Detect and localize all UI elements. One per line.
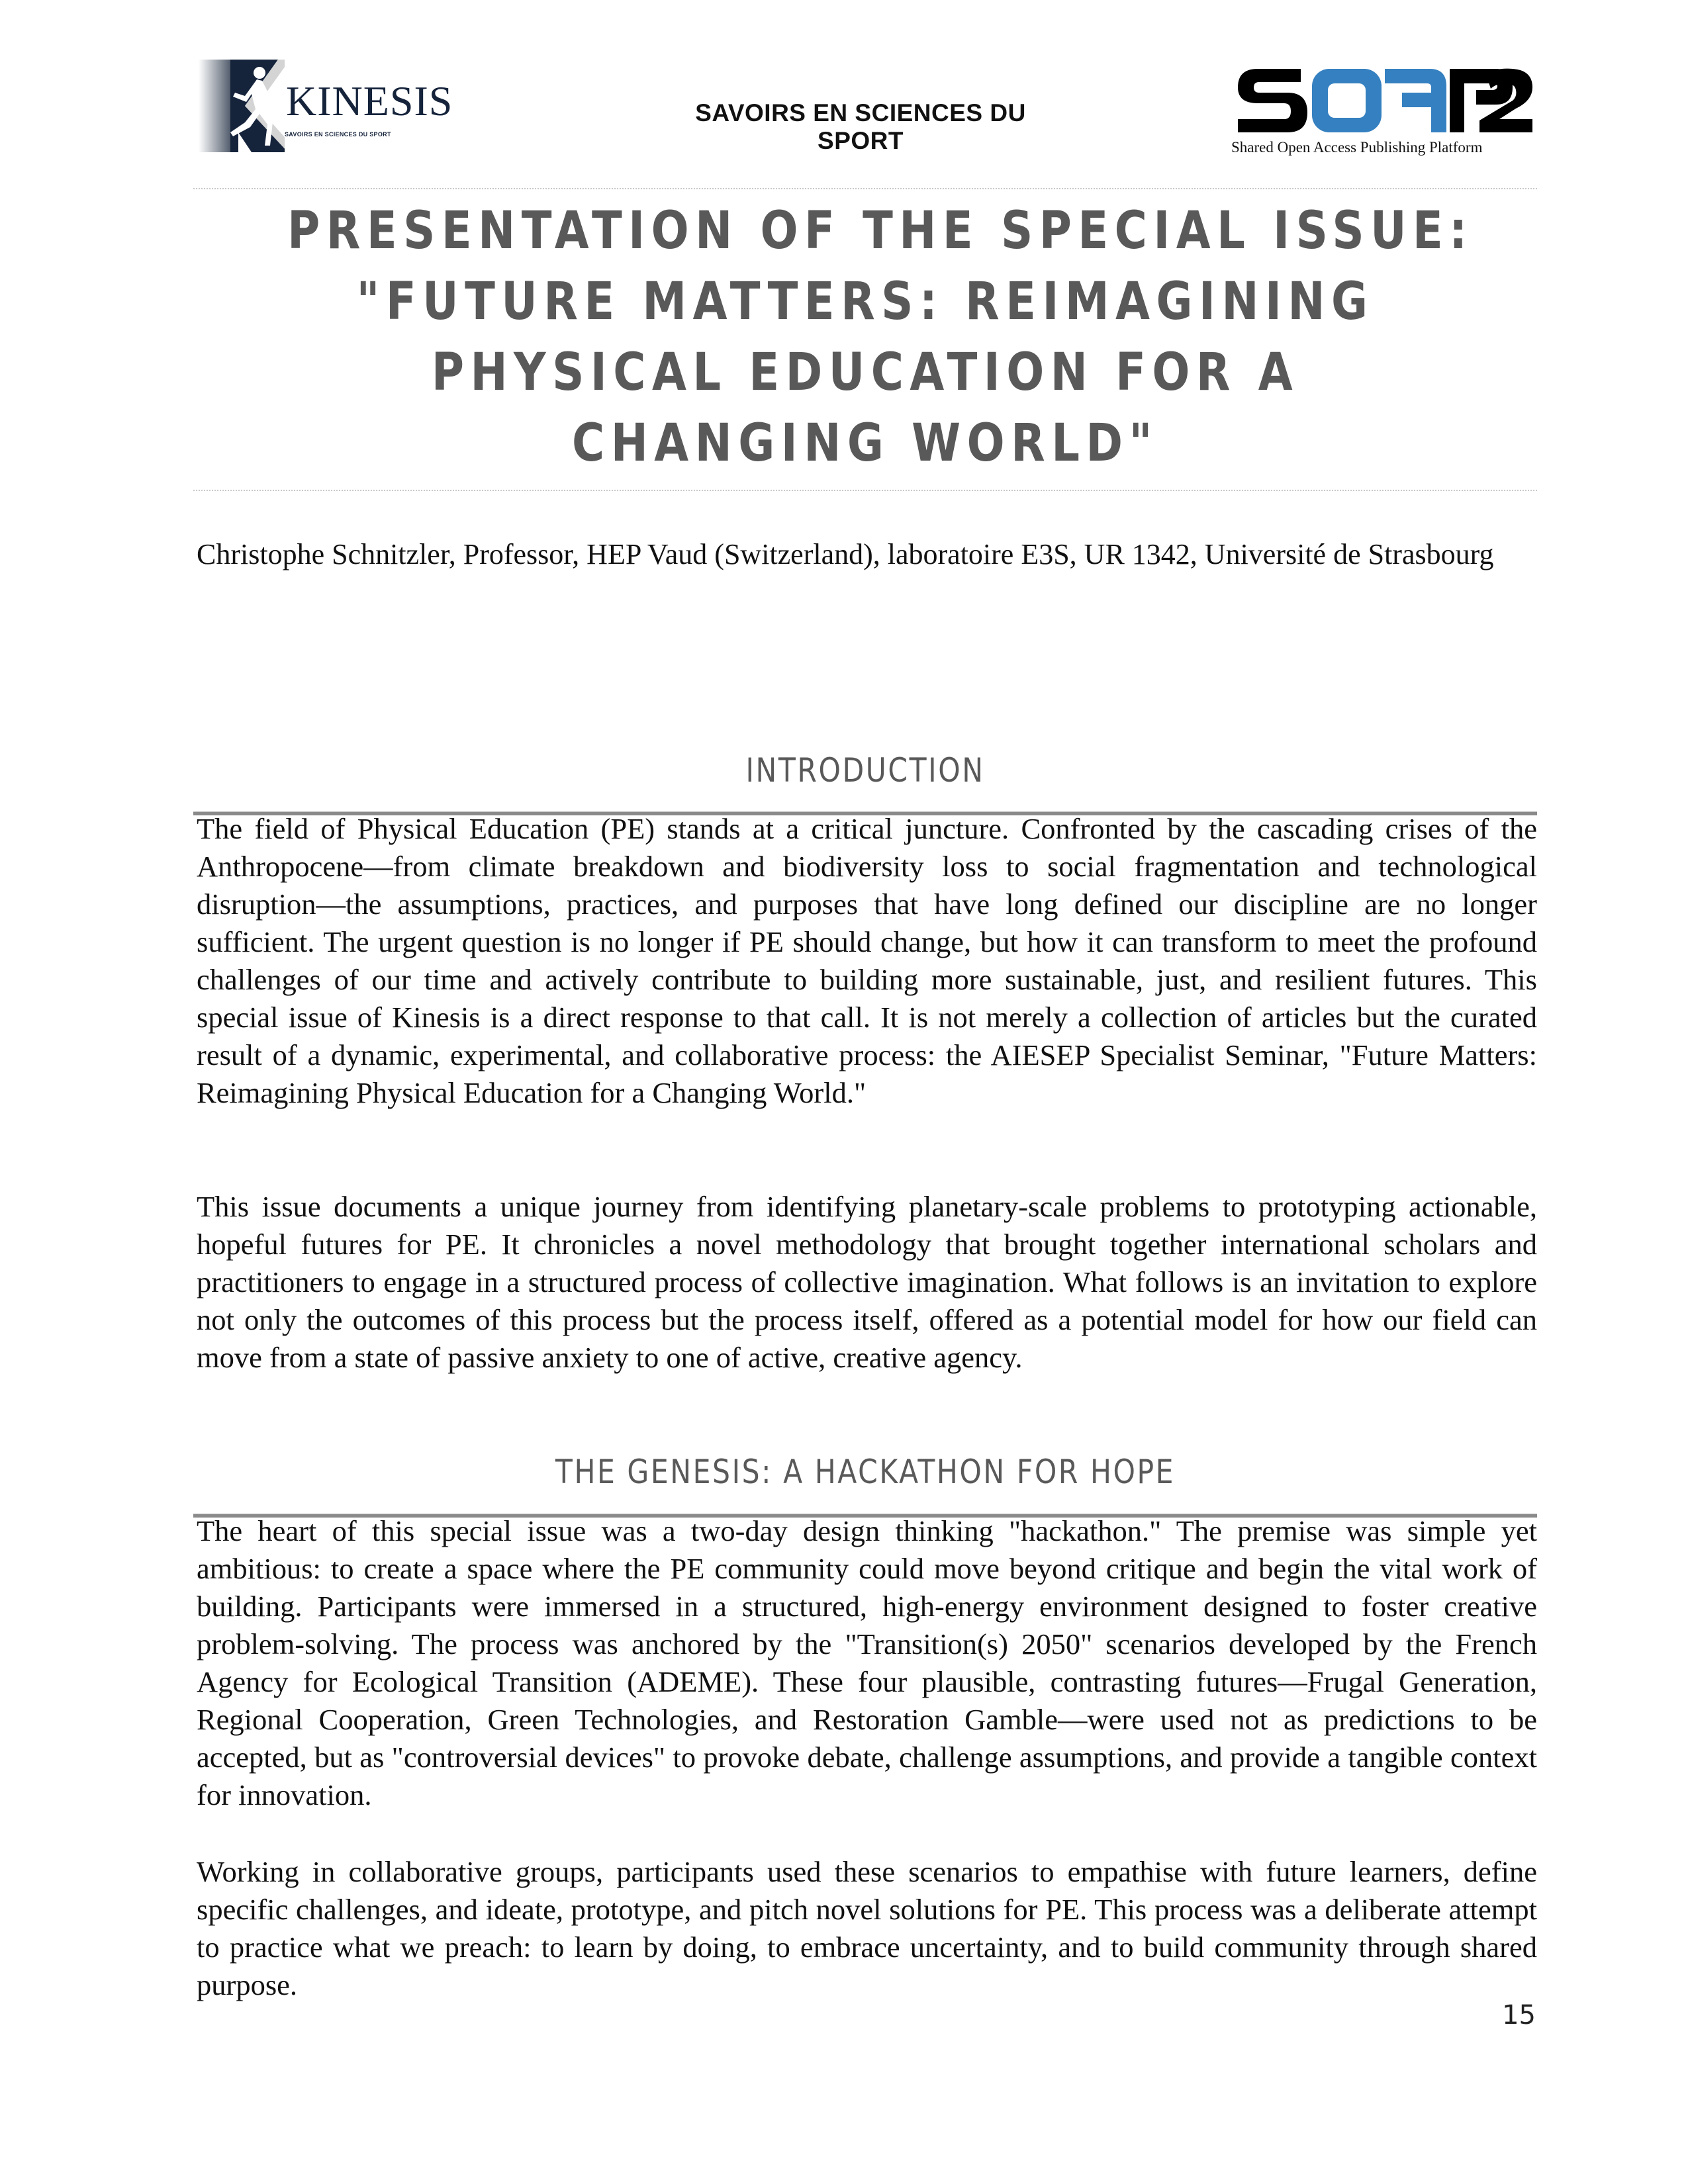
soap2-logo: [1231, 61, 1536, 167]
title-line: "FUTURE MATTERS: REIMAGINING: [356, 272, 1374, 332]
page-number: 15: [1502, 2000, 1536, 2030]
kinesis-tagline: SAVOIRS EN SCIENCES DU SPORT: [285, 131, 391, 138]
header-divider: [193, 188, 1537, 189]
article-title: [287, 196, 1474, 479]
journal-subtitle: SAVOIRS EN SCIENCES DU SPORT: [695, 99, 1026, 154]
kinesis-logo: [199, 60, 453, 152]
title-line: PHYSICAL EDUCATION FOR A: [431, 343, 1299, 402]
title-line: CHANGING WORLD": [572, 414, 1158, 473]
kinesis-wordmark: KINESIS: [286, 77, 453, 124]
title-divider: [193, 490, 1537, 491]
author-affiliation: Christophe Schnitzler, Professor, HEP Vaud (Switzerland), laboratoire E3S, UR 1342, Université de Strasbourg: [197, 538, 1494, 570]
paragraph: Working in collaborative groups, participants used these scenarios to empathise with future learners, define specific challenges, and ideate, prototype, and pitch novel solutions for PE. This process was a deliberate attempt to practice what we preach: to learn by doing, to embrace uncertainty, and to build community through shared purpose.: [197, 1855, 1537, 2001]
section-heading-introduction: INTRODUCTION: [745, 751, 985, 790]
paragraph: The field of Physical Education (PE) stands at a critical juncture. Confronted by the cascading crises of the Anthropocene—from climate breakdown and biodiversity loss to social fragmentation and technological disruption—the assumptions, practices, and purposes that have long defined our discipline are no longer sufficient. The urgent question is no longer if PE should change, but how it can transform to meet the profound challenges of our time and actively contribute to building more sustainable, just, and resilient futures. This special issue of Kinesis is a direct response to that call. It is not merely a collection of articles but the curated result of a dynamic, experimental, and collaborative process: the AIESEP Specialist Seminar, "Future Matters: Reimagining Physical Education for a Changing World.": [197, 812, 1537, 1109]
soap2-wordmark-icon: [1231, 61, 1536, 137]
title-line: PRESENTATION OF THE SPECIAL ISSUE:: [287, 201, 1474, 261]
section-heading-genesis: THE GENESIS: A HACKATHON FOR HOPE: [555, 1453, 1176, 1491]
paragraph: The heart of this special issue was a two-day design thinking "hackathon." The premise was simple yet ambitious: to create a space where the PE community could move beyond critique and begin the vital work of building. Participants were immersed in a structured, high-energy environment designed to foster creative problem-solving. The process was anchored by the "Transition(s) 2050" scenarios developed by the French Agency for Ecological Transition (ADEME). These four plausible, contrasting futures—Frugal Generation, Regional Cooperation, Green Technologies, and Restoration Gamble—were used not as predictions to be accepted, but as "controversial devices" to provoke debate, challenge assumptions, and provide a tangible context for innovation.: [197, 1514, 1537, 1811]
paragraph: This issue documents a unique journey from identifying planetary-scale problems to prototyping actionable, hopeful futures for PE. It chronicles a novel methodology that brought together international scholars and practitioners to engage in a structured process of collective imagination. What follows is an invitation to explore not only the outcomes of this process but the process itself, offered as a potential model for how our field can move from a state of passive anxiety to one of active, creative agency.: [197, 1190, 1537, 1374]
runner-logo-icon: [199, 60, 285, 152]
soap2-tagline: Shared Open Access Publishing Platform: [1231, 139, 1483, 156]
